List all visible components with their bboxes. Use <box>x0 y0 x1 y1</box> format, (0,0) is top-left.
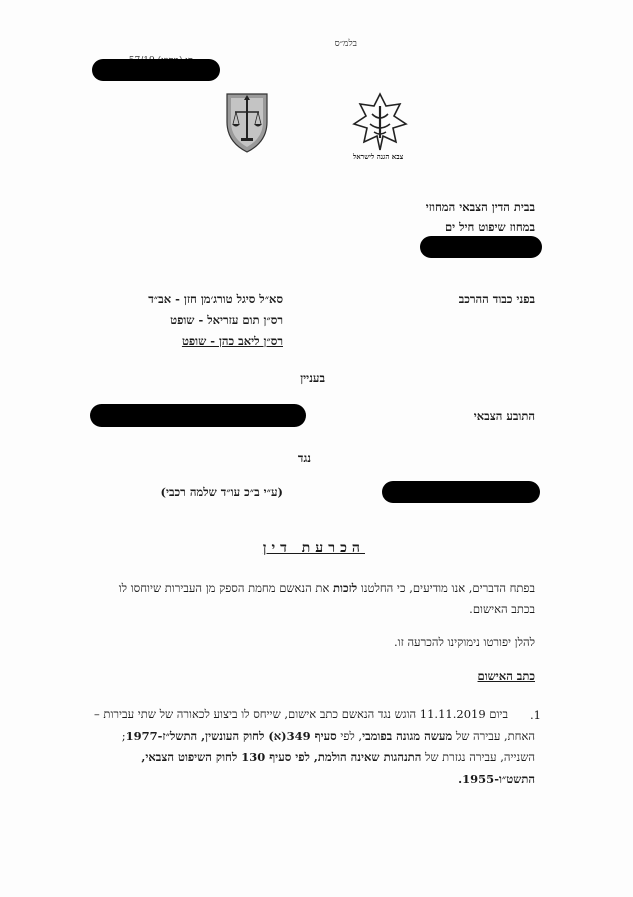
secrecy-marking: בלמ״ס <box>334 39 357 49</box>
verdict-title: הכרעת דין <box>262 540 365 556</box>
defense-counsel: (ע״י ב״כ עו״ד שלמה רכבי) <box>160 485 283 499</box>
redacted-defendant-name <box>382 481 540 503</box>
court-district: במחוז שיפוט חיל ים <box>444 220 535 234</box>
indictment-item-1 <box>88 704 535 790</box>
opening-paragraph <box>95 578 535 620</box>
item-line-3: השנייה, עבירה נגזרת של התנהגות שאינה הולמת, לפי סעיף 130 לחוק השיפוט הצבאי, <box>141 750 535 764</box>
reasons-line: להלן יפורטו נימוקינו להכרעה זו. <box>393 635 535 649</box>
item-line-1: ביום 11.11.2019 הוגש נגד הנאשם כתב אישום, שייחס לו ביצוע לכאורה של שתי עבירות – <box>94 707 508 721</box>
redacted-case-number <box>92 59 220 81</box>
item-line-2: האחת, עבירה של מעשה מגונה בפומבי, לפי סעיף 349(א) לחוק העונשין, התשל״ז-1977; <box>121 728 535 743</box>
judge-third: רס״ן ליאב כהן - שופט <box>181 334 283 348</box>
idf-emblem-caption: צבא הגנה לישראל <box>353 152 404 161</box>
court-name: בבית הדין הצבאי המחוזי <box>425 200 535 214</box>
judge-presiding: סא״ל סיגל טורג׳מן חזן - אב״ד <box>148 292 283 306</box>
panel-label: בפני כבוד ההרכב <box>458 292 535 306</box>
redacted-court-location <box>420 236 542 258</box>
redacted-prosecutor-name <box>90 404 306 427</box>
item-number: 1. <box>530 708 541 722</box>
idf-emblem-icon <box>350 92 410 154</box>
prosecutor-label: התובע הצבאי <box>473 409 535 423</box>
opening-line-2: בכתב האישום. <box>469 602 535 616</box>
judge-second: רס״ן תום עזריאל - שופט <box>170 313 283 327</box>
opening-line-1: בפתח הדברים, אנו מודיעים, כי החלטנו לזכות את הנאשם מחמת הספק מן העבירות שיוחסו לו <box>118 581 535 595</box>
versus-label: נגד <box>297 451 311 465</box>
scales-of-justice-icon <box>225 92 269 154</box>
matter-label: בעניין <box>300 371 325 385</box>
indictment-heading: כתב האישום <box>477 669 535 683</box>
item-line-4: התשט״ו-1955. <box>458 771 535 786</box>
